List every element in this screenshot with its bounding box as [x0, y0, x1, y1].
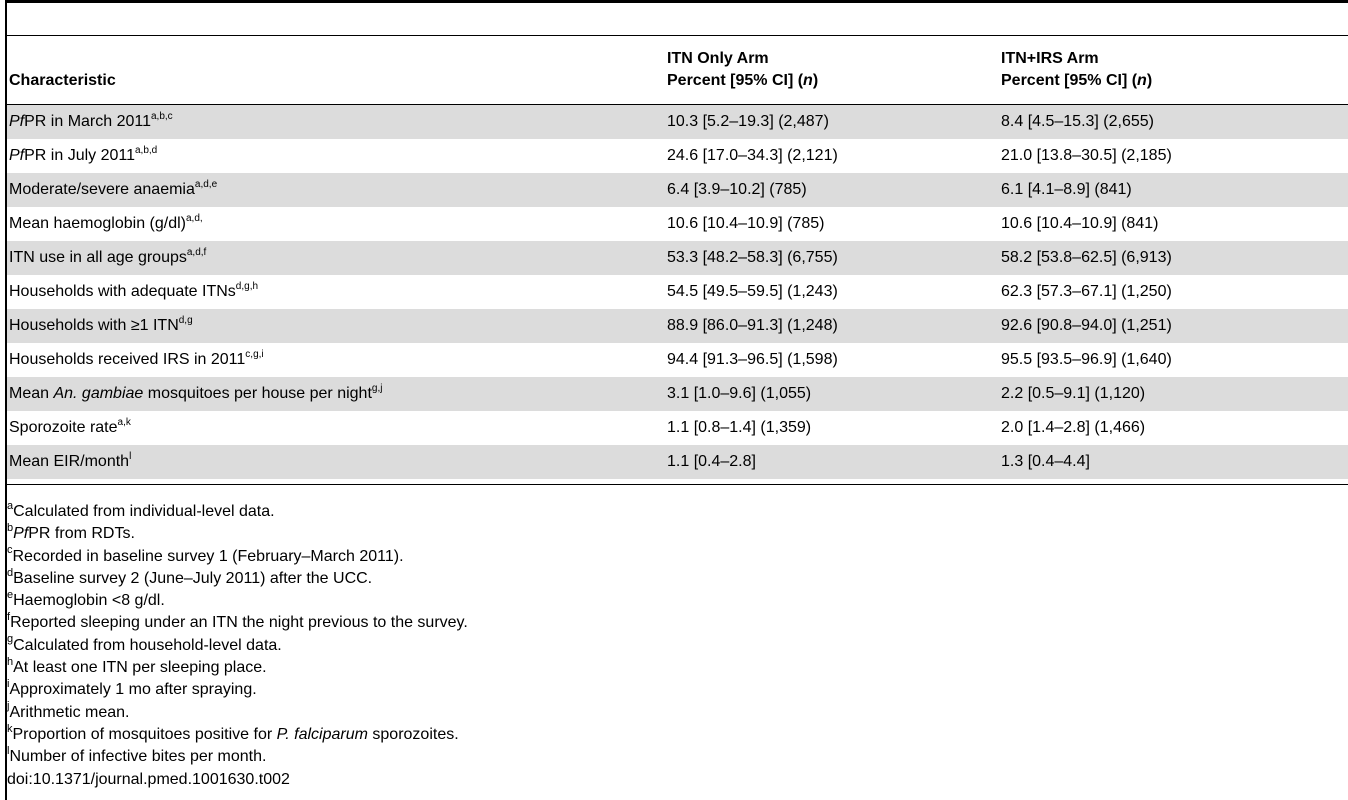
row-itn-irs-value: 62.3 [57.3–67.1] (1,250)	[1001, 283, 1172, 300]
table-row	[7, 173, 1348, 207]
row-characteristic: ITN use in all age groups$^{a,d,f}$	[9, 246, 207, 266]
header-itn-irs	[1001, 48, 1152, 92]
footnote: $^i$Approximately 1 mo after spraying.	[7, 678, 257, 699]
header-itn-only	[667, 48, 818, 92]
footnote: $^k$Proportion of mosquitoes positive for P. falciparum sporozoites.	[7, 722, 459, 743]
footnote: $^j$Arithmetic mean.	[7, 700, 130, 721]
header-itn-only-title: ITN Only Arm	[667, 50, 769, 67]
footnote: $^l$Number of infective bites per month.	[7, 744, 267, 766]
footnote: $^a$Calculated from individual-level data.	[7, 499, 275, 520]
row-characteristic: PfPR in July 2011$^{a,b,d}$	[9, 144, 158, 164]
header-itn-irs-title: ITN+IRS Arm	[1001, 50, 1099, 67]
table-row	[7, 445, 1348, 479]
row-itn-only-value: 3.1 [1.0–9.6] (1,055)	[667, 385, 812, 402]
row-characteristic: Mean EIR/month$^l$	[9, 450, 132, 470]
row-itn-irs-value: 10.6 [10.4–10.9] (841)	[1001, 215, 1159, 232]
row-itn-only-value: 24.6 [17.0–34.3] (2,121)	[667, 147, 838, 164]
footnote: $^g$Calculated from household-level data.	[7, 633, 282, 654]
table-row	[7, 343, 1348, 377]
row-itn-irs-value: 1.3 [0.4–4.4]	[1001, 453, 1090, 470]
table-body	[7, 105, 1348, 479]
row-itn-only-value: 53.3 [48.2–58.3] (6,755)	[667, 249, 838, 266]
table-row	[7, 207, 1348, 241]
row-itn-irs-value: 2.0 [1.4–2.8] (1,466)	[1001, 419, 1146, 436]
row-characteristic: Sporozoite rate$^{a,k}$	[9, 416, 131, 436]
table-frame	[5, 0, 1348, 800]
footnote: $^c$Recorded in baseline survey 1 (February–March 2011).	[7, 544, 404, 565]
row-itn-irs-value: 92.6 [90.8–94.0] (1,251)	[1001, 317, 1172, 334]
footnote: $^f$Reported sleeping under an ITN the night previous to the survey.	[7, 611, 468, 632]
row-characteristic: Households received IRS in 2011$^{c,g,i}$	[9, 348, 264, 368]
footnotes	[7, 501, 468, 791]
footnote: $^d$Baseline survey 2 (June–July 2011) after the UCC.	[7, 566, 373, 587]
table-header	[7, 36, 1348, 105]
header-characteristic	[9, 70, 116, 92]
row-characteristic: PfPR in March 2011$^{a,b,c}$	[9, 110, 173, 130]
top-rule	[5, 0, 1348, 3]
row-itn-only-value: 88.9 [86.0–91.3] (1,248)	[667, 317, 838, 334]
header-itn-only-sub: Percent [95% CI] (n)	[667, 72, 819, 89]
header-characteristic-label: Characteristic	[9, 72, 116, 89]
table-row	[7, 139, 1348, 173]
data-table	[7, 36, 1348, 479]
row-itn-only-value: 1.1 [0.8–1.4] (1,359)	[667, 419, 812, 436]
row-itn-only-value: 94.4 [91.3–96.5] (1,598)	[667, 351, 838, 368]
row-characteristic: Mean haemoglobin $(g/dl)^{a,d,}$	[9, 212, 203, 232]
table-row	[7, 309, 1348, 343]
row-itn-only-value: 1.1 [0.4–2.8]	[667, 453, 756, 470]
table-row	[7, 275, 1348, 309]
footnote-list	[7, 501, 468, 769]
row-itn-only-value: 10.6 [10.4–10.9] (785)	[667, 215, 825, 232]
row-itn-only-value: 54.5 [49.5–59.5] (1,243)	[667, 283, 838, 300]
footnote: $^b$PfPR from RDTs.	[7, 521, 135, 543]
doi-text: doi:10.1371/journal.pmed.1001630.t002	[7, 770, 290, 788]
row-itn-irs-value: 21.0 [13.8–30.5] (2,185)	[1001, 147, 1172, 164]
table-row	[7, 411, 1348, 445]
row-itn-irs-value: 6.1 [4.1–8.9] (841)	[1001, 181, 1132, 198]
table-row	[7, 105, 1348, 139]
table-bottom-rule	[5, 484, 1348, 485]
table-row	[7, 377, 1348, 411]
row-itn-irs-value: 2.2 [0.5–9.1] (1,120)	[1001, 385, 1146, 402]
row-itn-only-value: 6.4 [3.9–10.2] (785)	[667, 181, 807, 198]
header-itn-irs-sub: Percent [95% CI] (n)	[1001, 72, 1153, 89]
row-characteristic: Mean An. gambiae mosquitoes per house per night$^{g,j}$	[9, 382, 383, 402]
row-itn-only-value: 10.3 [5.2–19.3] (2,487)	[667, 113, 829, 130]
row-characteristic: Households with adequate ITNs$^{d,g,h}$	[9, 280, 259, 300]
row-characteristic: Moderate/severe anaemia$^{a,d,e}$	[9, 178, 218, 198]
table-row	[7, 241, 1348, 275]
row-characteristic: Households with ≥1 ITN$^{d,g}$	[9, 314, 193, 334]
footnote: $^e$Haemoglobin <8 g/dl.	[7, 588, 165, 610]
row-itn-irs-value: 58.2 [53.8–62.5] (6,913)	[1001, 249, 1172, 266]
row-itn-irs-value: 8.4 [4.5–15.3] (2,655)	[1001, 113, 1154, 130]
footnote: $^h$At least one ITN per sleeping place.	[7, 655, 267, 677]
row-itn-irs-value: 95.5 [93.5–96.9] (1,640)	[1001, 351, 1172, 368]
